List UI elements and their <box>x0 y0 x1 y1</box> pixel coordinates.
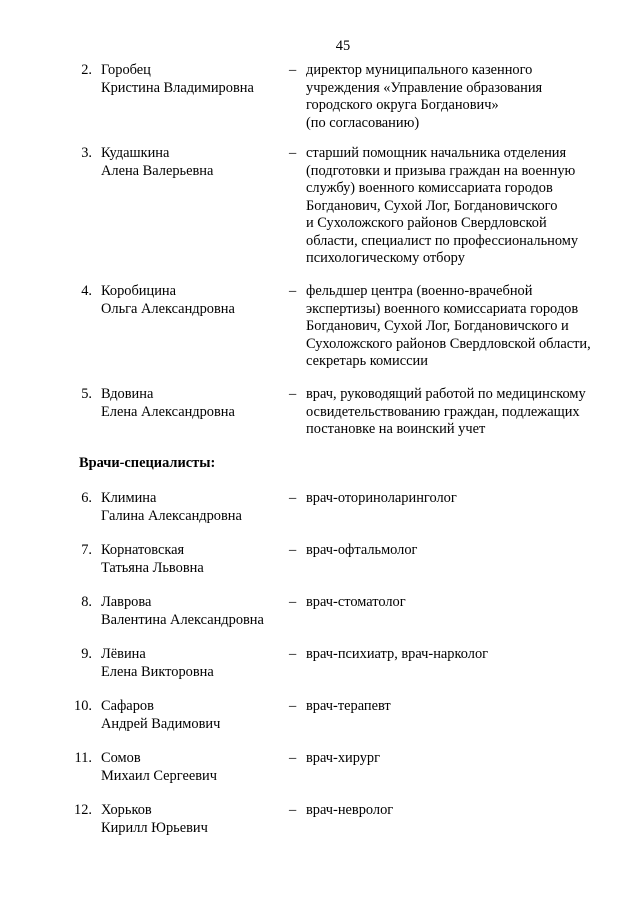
role-line: врач-оториноларинголог <box>306 490 457 506</box>
entry-dash: – <box>289 62 297 78</box>
member-surname: Лаврова <box>101 594 152 610</box>
member-role <box>306 283 606 371</box>
role-line: службу) военного комиссариата городов <box>306 180 553 196</box>
entry-number: 8. <box>81 594 92 610</box>
role-line: городского округа Богданович» <box>306 97 499 113</box>
role-line: освидетельствованию граждан, подлежащих <box>306 403 580 420</box>
role-line: Богданович, Сухой Лог, Богдановичского <box>306 197 558 214</box>
member-surname: Лёвина <box>101 646 146 662</box>
member-role <box>306 646 606 664</box>
member-surname: Горобец <box>101 62 151 78</box>
role-line: (по согласованию) <box>306 114 420 131</box>
role-line: Сухоложского районов Свердловской области, <box>306 335 591 352</box>
role-line: секретарь комиссии <box>306 353 428 369</box>
entry-dash: – <box>289 802 297 818</box>
section-heading: Врачи-специалисты: <box>79 455 216 471</box>
member-role <box>306 62 606 132</box>
entry-number: 12. <box>74 802 92 818</box>
entry-dash: – <box>289 698 297 714</box>
member-given-names: Андрей Вадимович <box>101 715 221 732</box>
member-name <box>101 802 286 837</box>
member-name <box>101 490 286 525</box>
entry-dash: – <box>289 386 297 402</box>
role-line: врач-стоматолог <box>306 594 406 610</box>
member-role <box>306 490 606 508</box>
member-surname: Климина <box>101 490 157 506</box>
role-line: экспертизы) военного комиссариата городов <box>306 300 579 317</box>
member-given-names: Галина Александровна <box>101 507 242 524</box>
member-surname: Вдовина <box>101 386 154 402</box>
member-role <box>306 802 606 820</box>
member-name <box>101 386 286 421</box>
entry-number: 7. <box>81 542 92 558</box>
member-name <box>101 145 286 180</box>
entry-dash: – <box>289 490 297 506</box>
member-surname: Сомов <box>101 750 141 766</box>
member-given-names: Елена Александровна <box>101 403 235 420</box>
role-line: (подготовки и призыва граждан на военную <box>306 162 576 179</box>
member-given-names: Кирилл Юрьевич <box>101 819 208 836</box>
member-role <box>306 145 606 268</box>
entry-number: 3. <box>81 145 92 161</box>
role-line: врач-офтальмолог <box>306 542 418 558</box>
role-line: психологическому отбору <box>306 250 465 266</box>
page-number: 45 <box>335 38 351 54</box>
member-name <box>101 283 286 318</box>
role-line: врач-терапевт <box>306 698 391 714</box>
member-role <box>306 594 606 612</box>
entry-dash: – <box>289 646 297 662</box>
role-line: и Сухоложского районов Свердловской <box>306 215 547 231</box>
member-surname: Сафаров <box>101 698 154 714</box>
member-role <box>306 750 606 768</box>
role-line: постановке на воинский учет <box>306 421 486 437</box>
member-surname: Коробицина <box>101 283 176 299</box>
role-line: учреждения «Управление образования <box>306 79 543 96</box>
role-line: директор муниципального казенного <box>306 62 533 78</box>
member-surname: Корнатовская <box>101 542 185 558</box>
role-line: врач-психиатр, врач-нарколог <box>306 646 489 662</box>
entry-dash: – <box>289 594 297 610</box>
entry-number: 5. <box>81 386 92 402</box>
entry-number: 4. <box>81 283 92 299</box>
entry-dash: – <box>289 283 297 299</box>
entry-dash: – <box>289 145 297 161</box>
role-line: Богданович, Сухой Лог, Богдановичского и <box>306 318 569 334</box>
entry-dash: – <box>289 750 297 766</box>
member-name <box>101 646 286 681</box>
member-given-names: Михаил Сергеевич <box>101 767 217 784</box>
member-name <box>101 698 286 733</box>
entry-dash: – <box>289 542 297 558</box>
member-role <box>306 542 606 560</box>
entry-number: 9. <box>81 646 92 662</box>
role-line: области, специалист по профессиональному <box>306 232 579 249</box>
member-name <box>101 594 286 629</box>
member-given-names: Кристина Владимировна <box>101 79 254 96</box>
member-role <box>306 698 606 716</box>
entry-number: 10. <box>74 698 92 714</box>
entry-number: 6. <box>81 490 92 506</box>
member-surname: Хорьков <box>101 802 152 818</box>
role-line: врач-хирург <box>306 750 381 766</box>
member-given-names: Валентина Александровна <box>101 611 264 628</box>
role-line: старший помощник начальника отделения <box>306 145 567 161</box>
member-given-names: Елена Викторовна <box>101 663 214 680</box>
entry-number: 2. <box>81 62 92 78</box>
member-given-names: Алена Валерьевна <box>101 162 214 179</box>
role-line: фельдшер центра (военно-врачебной <box>306 283 533 299</box>
member-name <box>101 542 286 577</box>
member-given-names: Ольга Александровна <box>101 300 235 317</box>
member-name <box>101 62 286 97</box>
entry-number: 11. <box>74 750 92 766</box>
member-name <box>101 750 286 785</box>
member-given-names: Татьяна Львовна <box>101 559 204 576</box>
role-line: врач-невролог <box>306 802 394 818</box>
role-line: врач, руководящий работой по медицинскому <box>306 386 586 402</box>
member-role <box>306 386 606 439</box>
member-surname: Кудашкина <box>101 145 170 161</box>
